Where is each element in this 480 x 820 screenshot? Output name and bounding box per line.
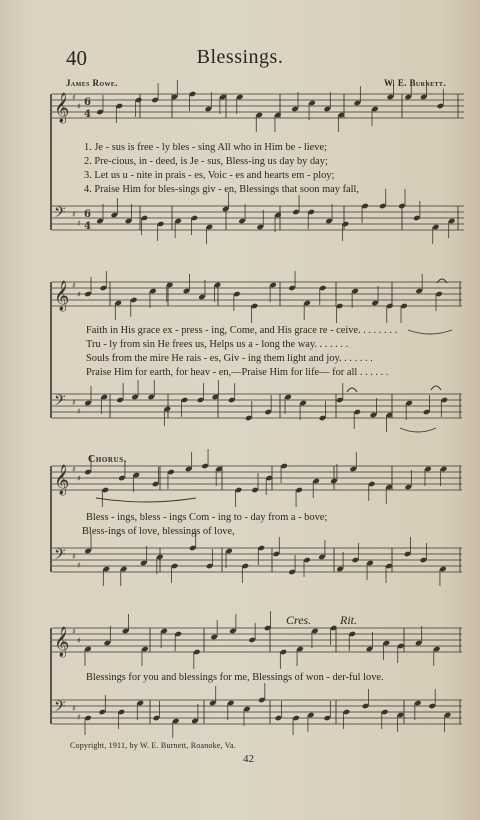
verse-4-line-2: Praise Him for earth, for heav - en,—Praise Him for life— for all . . . . . . (86, 367, 389, 378)
sharp-sign: ♯ (77, 290, 81, 299)
treble-clef: 𝄞 (54, 281, 70, 311)
chorus-label: Chorus. (88, 454, 127, 465)
slur (408, 330, 452, 334)
verse-3-line-1: 3. Let us u - nite in prais - es, Voic - es and hearts em - ploy; (84, 170, 335, 181)
sharp-sign: ♯ (77, 636, 81, 645)
slur (96, 498, 196, 502)
chorus-line-2: Bless-ings of love, blessings of love, (82, 526, 235, 537)
treble-clef: 𝄞 (54, 93, 70, 123)
verse-3-line-2: Souls from the mire He rais - es, Giv - ing them light and joy. . . . . . . (86, 353, 373, 364)
author-credit: James Rowe. (66, 78, 118, 88)
chorus-line-3: Blessings for you and blessings for me, Blessings of won - der-ful love. (86, 672, 384, 683)
page-number: 40 (66, 46, 87, 70)
sharp-sign: ♯ (72, 398, 76, 407)
sharp-sign: ♯ (72, 465, 76, 474)
fermata (431, 386, 441, 390)
hymn-title: Blessings. (196, 46, 284, 68)
bass-clef: 𝄢 (54, 392, 66, 413)
verse-1-line-1: 1. Je - sus is free - ly bles - sing All who in Him be - lieve; (84, 142, 327, 153)
copyright-notice: Copyright, 1911, by W. E. Burnett, Roanoke, Va. (70, 741, 236, 750)
footer-page-number: 42 (243, 753, 254, 765)
fermata (347, 388, 357, 392)
verse-2-line-1: 2. Pre-cious, in - deed, is Je - sus, Bless-ing us day by day; (84, 156, 328, 167)
sharp-sign: ♯ (77, 561, 81, 570)
sharp-sign: ♯ (72, 281, 76, 290)
time-signature-bottom: 4 (84, 109, 91, 120)
chorus-line-1: Bless - ings, bless - ings Com - ing to - day from a - bove; (86, 512, 328, 523)
time-signature-top: 6 (84, 209, 91, 220)
sharp-sign: ♯ (72, 210, 76, 219)
ritardando-mark: Rit. (340, 613, 357, 627)
sharp-sign: ♯ (72, 552, 76, 561)
bass-clef: 𝄢 (54, 698, 66, 719)
bass-clef: 𝄢 (54, 546, 66, 567)
time-signature-bottom: 4 (84, 221, 91, 232)
sharp-sign: ♯ (72, 93, 76, 102)
sharp-sign: ♯ (77, 474, 81, 483)
bass-clef: 𝄢 (54, 204, 66, 225)
crescendo-mark: Cres. (286, 613, 312, 627)
slur (400, 428, 436, 432)
time-signature-top: 6 (84, 97, 91, 108)
sharp-sign: ♯ (77, 219, 81, 228)
verse-4-line-1: 4. Praise Him for bles-sings giv - en, Blessings that soon may fall, (84, 184, 360, 195)
verse-2-line-2: Tru - ly from sin He frees us, Helps us a - long the way. . . . . . . (86, 339, 349, 350)
treble-clef: 𝄞 (54, 627, 70, 657)
composer-credit: W. E. Burnett. (383, 78, 446, 88)
treble-clef: 𝄞 (54, 465, 70, 495)
sharp-sign: ♯ (77, 102, 81, 111)
sharp-sign: ♯ (77, 407, 81, 416)
sharp-sign: ♯ (72, 704, 76, 713)
sharp-sign: ♯ (77, 713, 81, 722)
sharp-sign: ♯ (72, 627, 76, 636)
verse-1-line-2: Faith in His grace ex - press - ing, Come, and His grace re - ceive. . . . . . . . (86, 325, 398, 336)
